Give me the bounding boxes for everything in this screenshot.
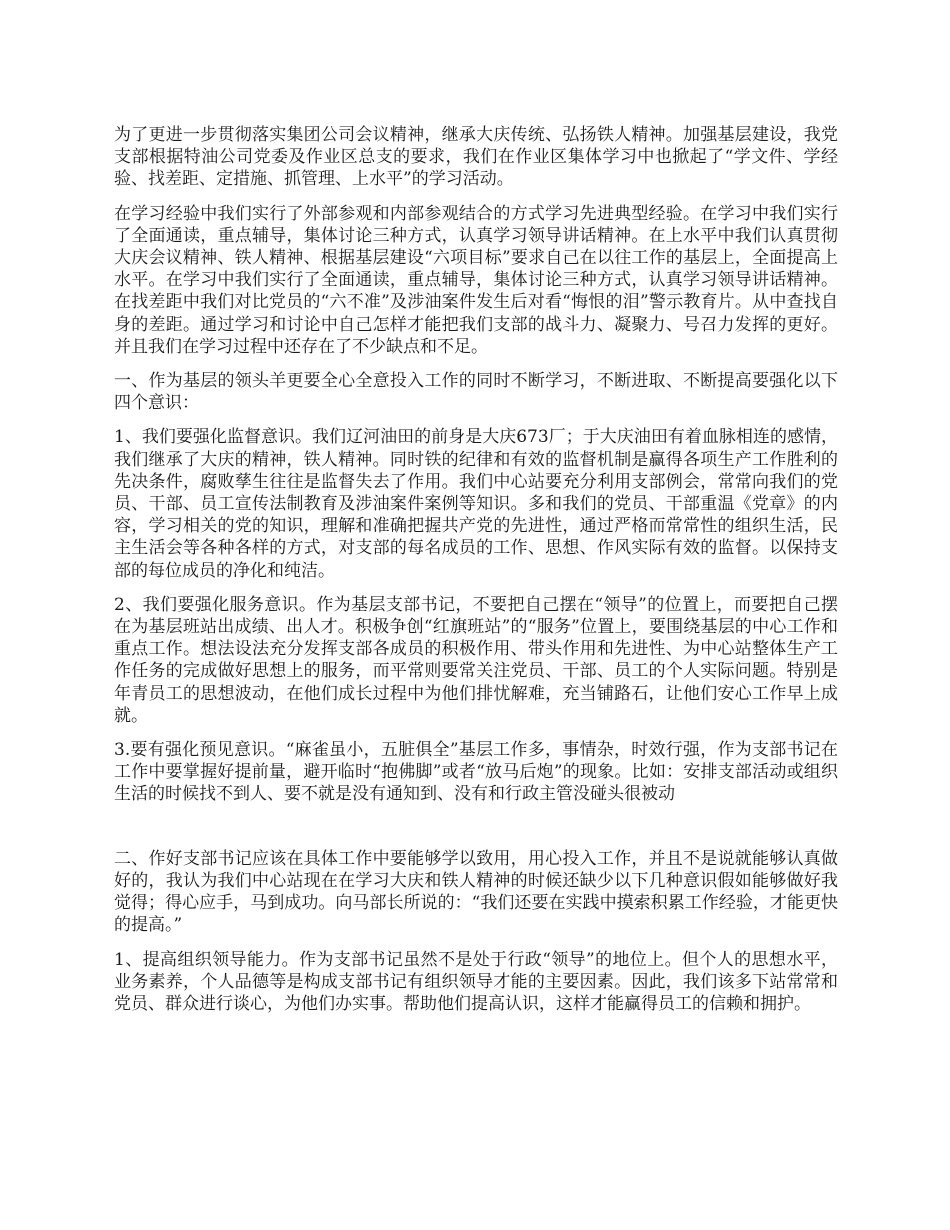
paragraph-study-experience: 在学习经验中我们实行了外部参观和内部参观结合的方式学习先进典型经验。在学习中我们实行了全面通读，重点辅导，集体讨论三种方式，认真学习领导讲话精神。在上水平中我们认真贯彻大庆会议精神、铁人精神、根据基层建设“六项目标”要求自己在以往工作的基层上，全面提高上水平。在学习中我们实行了全面通读，重点辅导，集体讨论三种方式，认真学习领导讲话精神。在找差距中我们对比党员的“六不准”及涉油案件发生后对看“悔恨的泪”警示教育片。从中查找自身的差距。通过学习和讨论中自己怎样才能把我们支部的战斗力、凝聚力、号召力发挥的更好。并且我们在学习过程中还存在了不少缺点和不足。 xyxy=(114,203,838,357)
paragraph-section-two-heading: 二、作好支部书记应该在具体工作中要能够学以致用，用心投入工作，并且不是说就能够认真做好的，我认为我们中心站现在在学习大庆和铁人精神的时候还缺少以下几种意识假如能够做好我觉得；得心应手，马到成功。向马部长所说的：“我们还要在实践中摸索积累工作经验，才能更快的提高。” xyxy=(114,848,838,936)
document-body xyxy=(114,124,838,1027)
paragraph-supervision-awareness: 1、我们要强化监督意识。我们辽河油田的前身是大庆673厂；于大庆油田有着血脉相连的感情，我们继承了大庆的精神，铁人精神。同时铁的纪律和有效的监督机制是赢得各项生产工作胜利的先决条件，腐败孳生往往是监督失去了作用。我们中心站要充分利用支部例会，常常向我们的党员、干部、员工宣传法制教育及涉油案件案例等知识。多和我们的党员、干部重温《党章》的内容，学习相关的党的知识，理解和准确把握共产党的先进性，通过严格而常常性的组织生活，民主生活会等各种各样的方式，对支部的每名成员的工作、思想、作风实际有效的监督。以保持支部的每位成员的净化和纯洁。 xyxy=(114,427,838,581)
paragraph-service-awareness: 2、我们要强化服务意识。作为基层支部书记，不要把自己摆在“领导”的位置上，而要把自己摆在为基层班站出成绩、出人才。积极争创“红旗班站”的“服务”位置上，要围绕基层的中心工作和重点工作。想法设法充分发挥支部各成员的积极作用、带头作用和先进性、为中心站整体生产工作任务的完成做好思想上的服务，而平常则要常关注党员、干部、员工的个人实际问题。特别是年青员工的思想波动，在他们成长过程中为他们排忧解难，充当铺路石，让他们安心工作早上成就。 xyxy=(114,594,838,726)
paragraph-leadership-ability: 1、提高组织领导能力。作为支部书记虽然不是处于行政“领导”的地位上。但个人的思想水平，业务素养，个人品德等是构成支部书记有组织领导才能的主要因素。因此，我们该多下站常常和党员、群众进行谈心，为他们办实事。帮助他们提高认识，这样才能赢得员工的信赖和拥护。 xyxy=(114,949,838,1014)
paragraph-section-one-heading: 一、作为基层的领头羊更要全心全意投入工作的同时不断学习，不断进取、不断提高要强化以下四个意识： xyxy=(114,371,838,414)
paragraph-intro: 为了更进一步贯彻落实集团公司会议精神，继承大庆传统、弘扬铁人精神。加强基层建设，我党支部根据特油公司党委及作业区总支的要求，我们在作业区集体学习中也掀起了“学文件、学经验、找差距、定措施、抓管理、上水平”的学习活动。 xyxy=(114,125,838,190)
paragraph-foresight-awareness: 3.要有强化预见意识。“麻雀虽小，五脏俱全”基层工作多，事情杂，时效行强，作为支部书记在工作中要掌握好提前量，避开临时“抱佛脚”或者“放马后炮”的现象。比如：安排支部活动或组织生活的时候找不到人、要不就是没有通知到、没有和行政主管没碰头很被动 xyxy=(114,740,838,805)
